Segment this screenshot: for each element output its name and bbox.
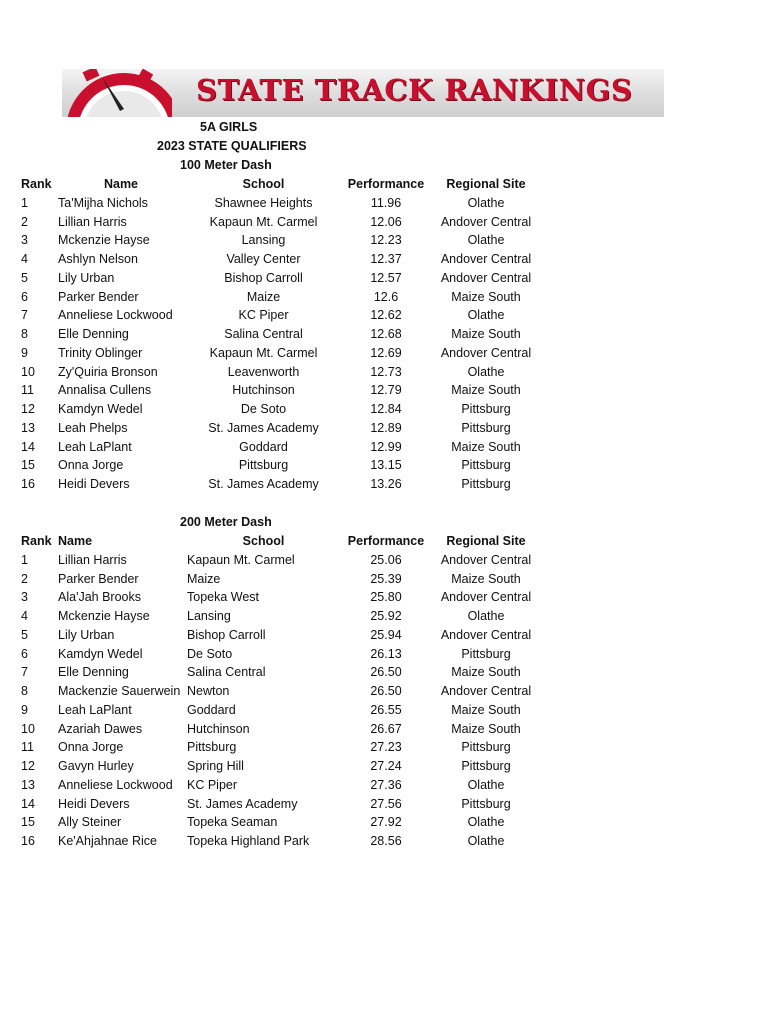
col-rank: Rank xyxy=(21,177,52,191)
col-performance: Performance xyxy=(347,177,425,191)
name-cell: Ta'Mijha Nichols xyxy=(58,195,148,210)
rank-cell: 4 xyxy=(21,609,28,623)
rank-cell: 2 xyxy=(21,214,28,229)
table-row xyxy=(0,832,768,851)
rank-cell: 13 xyxy=(21,777,35,792)
rank-cell: 3 xyxy=(21,590,28,605)
col-name: Name xyxy=(103,177,139,191)
name-cell: Mackenzie Sauerwein xyxy=(58,684,181,698)
table-row xyxy=(0,757,768,776)
name-cell: Mckenzie Hayse xyxy=(58,233,150,248)
event-100-heading: 100 Meter Dash xyxy=(180,158,272,172)
performance-cell: 25.80 xyxy=(370,590,402,605)
school-cell: Hutchinson xyxy=(187,721,250,736)
name-cell: Parker Bender xyxy=(58,289,139,304)
name-cell: Ke'Ahjahnae Rice xyxy=(58,834,157,848)
school-cell: St. James Academy xyxy=(208,420,319,435)
school-cell: Bishop Carroll xyxy=(224,270,303,285)
table-row xyxy=(0,250,768,269)
rank-cell: 16 xyxy=(21,477,35,491)
col-performance: Performance xyxy=(347,534,425,548)
name-cell: Anneliese Lockwood xyxy=(58,777,173,792)
site-cell: Maize South xyxy=(451,721,521,736)
col-school: School xyxy=(242,534,285,548)
site-cell: Olathe xyxy=(467,777,505,792)
rank-cell: 11 xyxy=(21,740,34,755)
school-cell: Shawnee Heights xyxy=(214,195,313,210)
table-row xyxy=(0,682,768,701)
site-cell: Pittsburg xyxy=(461,477,511,491)
performance-cell: 27.56 xyxy=(370,796,402,811)
site-cell: Pittsburg xyxy=(461,796,511,811)
subtitle-heading: 2023 STATE QUALIFIERS xyxy=(157,139,307,153)
banner-title: STATE TRACK RANKINGS xyxy=(196,73,633,107)
name-cell: Gavyn Hurley xyxy=(58,759,134,773)
performance-cell: 12.57 xyxy=(370,270,402,285)
rank-cell: 12 xyxy=(21,402,35,416)
performance-cell: 27.92 xyxy=(370,815,402,830)
table-row xyxy=(0,813,768,832)
name-cell: Onna Jorge xyxy=(58,740,124,755)
name-cell: Anneliese Lockwood xyxy=(58,308,173,323)
school-cell: Topeka Highland Park xyxy=(187,834,310,848)
school-cell: De Soto xyxy=(240,402,287,416)
rank-cell: 5 xyxy=(21,627,28,642)
performance-cell: 12.06 xyxy=(370,214,402,229)
table-row xyxy=(0,381,768,400)
performance-cell: 26.67 xyxy=(370,721,402,736)
site-cell: Andover Central xyxy=(440,627,532,642)
table-row xyxy=(0,400,768,419)
name-cell: Leah LaPlant xyxy=(58,702,132,717)
site-cell: Maize South xyxy=(451,439,521,454)
school-cell: Lansing xyxy=(241,233,286,248)
table-200m xyxy=(0,532,768,851)
performance-cell: 26.13 xyxy=(370,646,402,661)
performance-cell: 12.99 xyxy=(370,439,402,454)
banner xyxy=(62,69,664,117)
table-row xyxy=(0,551,768,570)
rank-cell: 15 xyxy=(21,815,35,830)
site-cell: Olathe xyxy=(467,364,505,379)
site-cell: Pittsburg xyxy=(461,759,511,773)
name-cell: Mckenzie Hayse xyxy=(58,609,150,623)
rank-cell: 3 xyxy=(21,233,28,248)
performance-cell: 12.62 xyxy=(370,308,402,323)
name-cell: Leah LaPlant xyxy=(58,439,132,454)
site-cell: Andover Central xyxy=(440,590,532,605)
table-row xyxy=(0,438,768,457)
site-cell: Maize South xyxy=(451,702,521,717)
site-cell: Andover Central xyxy=(440,345,532,360)
table-row xyxy=(0,645,768,664)
name-cell: Lillian Harris xyxy=(58,552,127,567)
col-site: Regional Site xyxy=(446,177,526,191)
rank-cell: 7 xyxy=(21,308,28,323)
school-cell: Lansing xyxy=(187,609,231,623)
site-cell: Maize South xyxy=(451,289,521,304)
site-cell: Pittsburg xyxy=(461,740,511,755)
school-cell: Maize xyxy=(187,571,221,586)
performance-cell: 25.39 xyxy=(370,571,402,586)
performance-cell: 12.89 xyxy=(370,420,402,435)
event-200-heading: 200 Meter Dash xyxy=(180,515,272,529)
school-cell: Maize xyxy=(246,289,281,304)
table-row xyxy=(0,607,768,626)
performance-cell: 25.94 xyxy=(370,627,402,642)
class-heading: 5A GIRLS xyxy=(200,120,258,134)
performance-cell: 26.50 xyxy=(370,665,402,680)
name-cell: Onna Jorge xyxy=(58,458,124,473)
rank-cell: 6 xyxy=(21,289,28,304)
performance-cell: 12.79 xyxy=(370,383,402,398)
site-cell: Olathe xyxy=(467,834,505,848)
rank-cell: 13 xyxy=(21,420,35,435)
performance-cell: 28.56 xyxy=(370,834,402,848)
school-cell: Goddard xyxy=(239,439,288,454)
site-cell: Maize South xyxy=(451,571,521,586)
name-cell: Lily Urban xyxy=(58,627,115,642)
rank-cell: 16 xyxy=(21,834,35,848)
table-row xyxy=(0,570,768,589)
table-row xyxy=(0,325,768,344)
table-row xyxy=(0,344,768,363)
name-cell: Zy'Quiria Bronson xyxy=(58,364,158,379)
school-cell: Topeka West xyxy=(187,590,260,605)
table-row xyxy=(0,288,768,307)
rank-cell: 1 xyxy=(21,552,28,567)
rank-cell: 1 xyxy=(21,195,28,210)
name-cell: Leah Phelps xyxy=(58,420,128,435)
table-row xyxy=(0,626,768,645)
school-cell: Pittsburg xyxy=(238,458,289,473)
school-cell: Salina Central xyxy=(187,665,266,680)
performance-cell: 12.84 xyxy=(370,402,402,416)
stopwatch-icon xyxy=(62,69,172,117)
school-cell: Valley Center xyxy=(226,252,301,266)
table-row xyxy=(0,231,768,250)
school-cell: Pittsburg xyxy=(187,740,237,755)
table-row xyxy=(0,776,768,795)
rank-cell: 10 xyxy=(21,721,35,736)
site-cell: Maize South xyxy=(451,327,521,341)
table-row xyxy=(0,663,768,682)
col-school: School xyxy=(242,177,285,191)
school-cell: KC Piper xyxy=(187,777,238,792)
site-cell: Andover Central xyxy=(440,552,532,567)
col-site: Regional Site xyxy=(446,534,526,548)
table-row xyxy=(0,588,768,607)
col-rank: Rank xyxy=(21,534,52,548)
table-row xyxy=(0,363,768,382)
name-cell: Heidi Devers xyxy=(58,796,130,811)
school-cell: St. James Academy xyxy=(187,796,298,811)
table-100m xyxy=(0,175,768,494)
site-cell: Maize South xyxy=(451,665,521,680)
school-cell: De Soto xyxy=(187,646,233,661)
site-cell: Andover Central xyxy=(440,252,532,266)
performance-cell: 12.37 xyxy=(370,252,402,266)
name-cell: Azariah Dawes xyxy=(58,721,143,736)
name-cell: Ala'Jah Brooks xyxy=(58,590,141,605)
site-cell: Olathe xyxy=(467,195,505,210)
performance-cell: 11.96 xyxy=(370,195,402,210)
site-cell: Pittsburg xyxy=(461,420,511,435)
name-cell: Elle Denning xyxy=(58,327,129,341)
name-cell: Kamdyn Wedel xyxy=(58,402,143,416)
school-cell: Newton xyxy=(187,684,230,698)
school-cell: Kapaun Mt. Carmel xyxy=(187,552,295,567)
name-cell: Parker Bender xyxy=(58,571,139,586)
performance-cell: 27.23 xyxy=(370,740,402,755)
school-cell: Salina Central xyxy=(224,327,303,341)
table-row xyxy=(0,456,768,475)
rank-cell: 7 xyxy=(21,665,28,680)
rank-cell: 2 xyxy=(21,571,28,586)
site-cell: Pittsburg xyxy=(461,646,511,661)
rank-cell: 9 xyxy=(21,702,28,717)
rank-cell: 14 xyxy=(21,796,35,811)
table-row xyxy=(0,738,768,757)
name-cell: Trinity Oblinger xyxy=(58,345,143,360)
performance-cell: 12.6 xyxy=(373,289,399,304)
name-cell: Lily Urban xyxy=(58,270,115,285)
table-row xyxy=(0,701,768,720)
name-cell: Annalisa Cullens xyxy=(58,383,152,398)
name-cell: Heidi Devers xyxy=(58,477,130,491)
performance-cell: 12.73 xyxy=(370,364,402,379)
name-cell: Ally Steiner xyxy=(58,815,122,830)
rank-cell: 6 xyxy=(21,646,28,661)
rank-cell: 5 xyxy=(21,270,28,285)
rank-cell: 9 xyxy=(21,345,28,360)
performance-cell: 26.55 xyxy=(370,702,402,717)
rank-cell: 15 xyxy=(21,458,35,473)
site-cell: Andover Central xyxy=(440,270,532,285)
col-name: Name xyxy=(58,534,93,548)
site-cell: Andover Central xyxy=(440,214,532,229)
name-cell: Kamdyn Wedel xyxy=(58,646,143,661)
rank-cell: 8 xyxy=(21,327,28,341)
site-cell: Andover Central xyxy=(440,684,532,698)
rank-cell: 4 xyxy=(21,252,28,266)
performance-cell: 27.36 xyxy=(370,777,402,792)
school-cell: Bishop Carroll xyxy=(187,627,266,642)
performance-cell: 25.06 xyxy=(370,552,402,567)
school-cell: Spring Hill xyxy=(187,759,244,773)
site-cell: Pittsburg xyxy=(461,402,511,416)
table-row xyxy=(0,419,768,438)
performance-cell: 13.26 xyxy=(370,477,402,491)
site-cell: Olathe xyxy=(467,609,505,623)
school-cell: Kapaun Mt. Carmel xyxy=(209,345,318,360)
site-cell: Olathe xyxy=(467,308,505,323)
school-cell: KC Piper xyxy=(238,308,289,323)
performance-cell: 25.92 xyxy=(370,609,402,623)
name-cell: Ashlyn Nelson xyxy=(58,252,138,266)
name-cell: Elle Denning xyxy=(58,665,129,680)
performance-cell: 12.68 xyxy=(370,327,402,341)
table-row xyxy=(0,194,768,213)
performance-cell: 26.50 xyxy=(370,684,402,698)
rank-cell: 10 xyxy=(21,364,35,379)
rank-cell: 14 xyxy=(21,439,35,454)
school-cell: Leavenworth xyxy=(227,364,300,379)
performance-cell: 27.24 xyxy=(370,759,402,773)
table-row xyxy=(0,269,768,288)
performance-cell: 12.69 xyxy=(370,345,402,360)
school-cell: Goddard xyxy=(187,702,236,717)
site-cell: Pittsburg xyxy=(461,458,511,473)
table-row xyxy=(0,795,768,814)
table-row xyxy=(0,475,768,494)
name-cell: Lillian Harris xyxy=(58,214,127,229)
site-cell: Olathe xyxy=(467,815,505,830)
school-cell: Topeka Seaman xyxy=(187,815,278,830)
table-header xyxy=(0,175,768,194)
site-cell: Maize South xyxy=(451,383,521,398)
rank-cell: 11 xyxy=(21,383,34,398)
rank-cell: 8 xyxy=(21,684,28,698)
school-cell: Hutchinson xyxy=(232,383,295,398)
table-row xyxy=(0,306,768,325)
rank-cell: 12 xyxy=(21,759,35,773)
site-cell: Olathe xyxy=(467,233,505,248)
table-row xyxy=(0,720,768,739)
table-header xyxy=(0,532,768,551)
performance-cell: 13.15 xyxy=(370,458,402,473)
table-row xyxy=(0,213,768,232)
school-cell: Kapaun Mt. Carmel xyxy=(209,214,318,229)
school-cell: St. James Academy xyxy=(208,477,319,491)
performance-cell: 12.23 xyxy=(370,233,402,248)
